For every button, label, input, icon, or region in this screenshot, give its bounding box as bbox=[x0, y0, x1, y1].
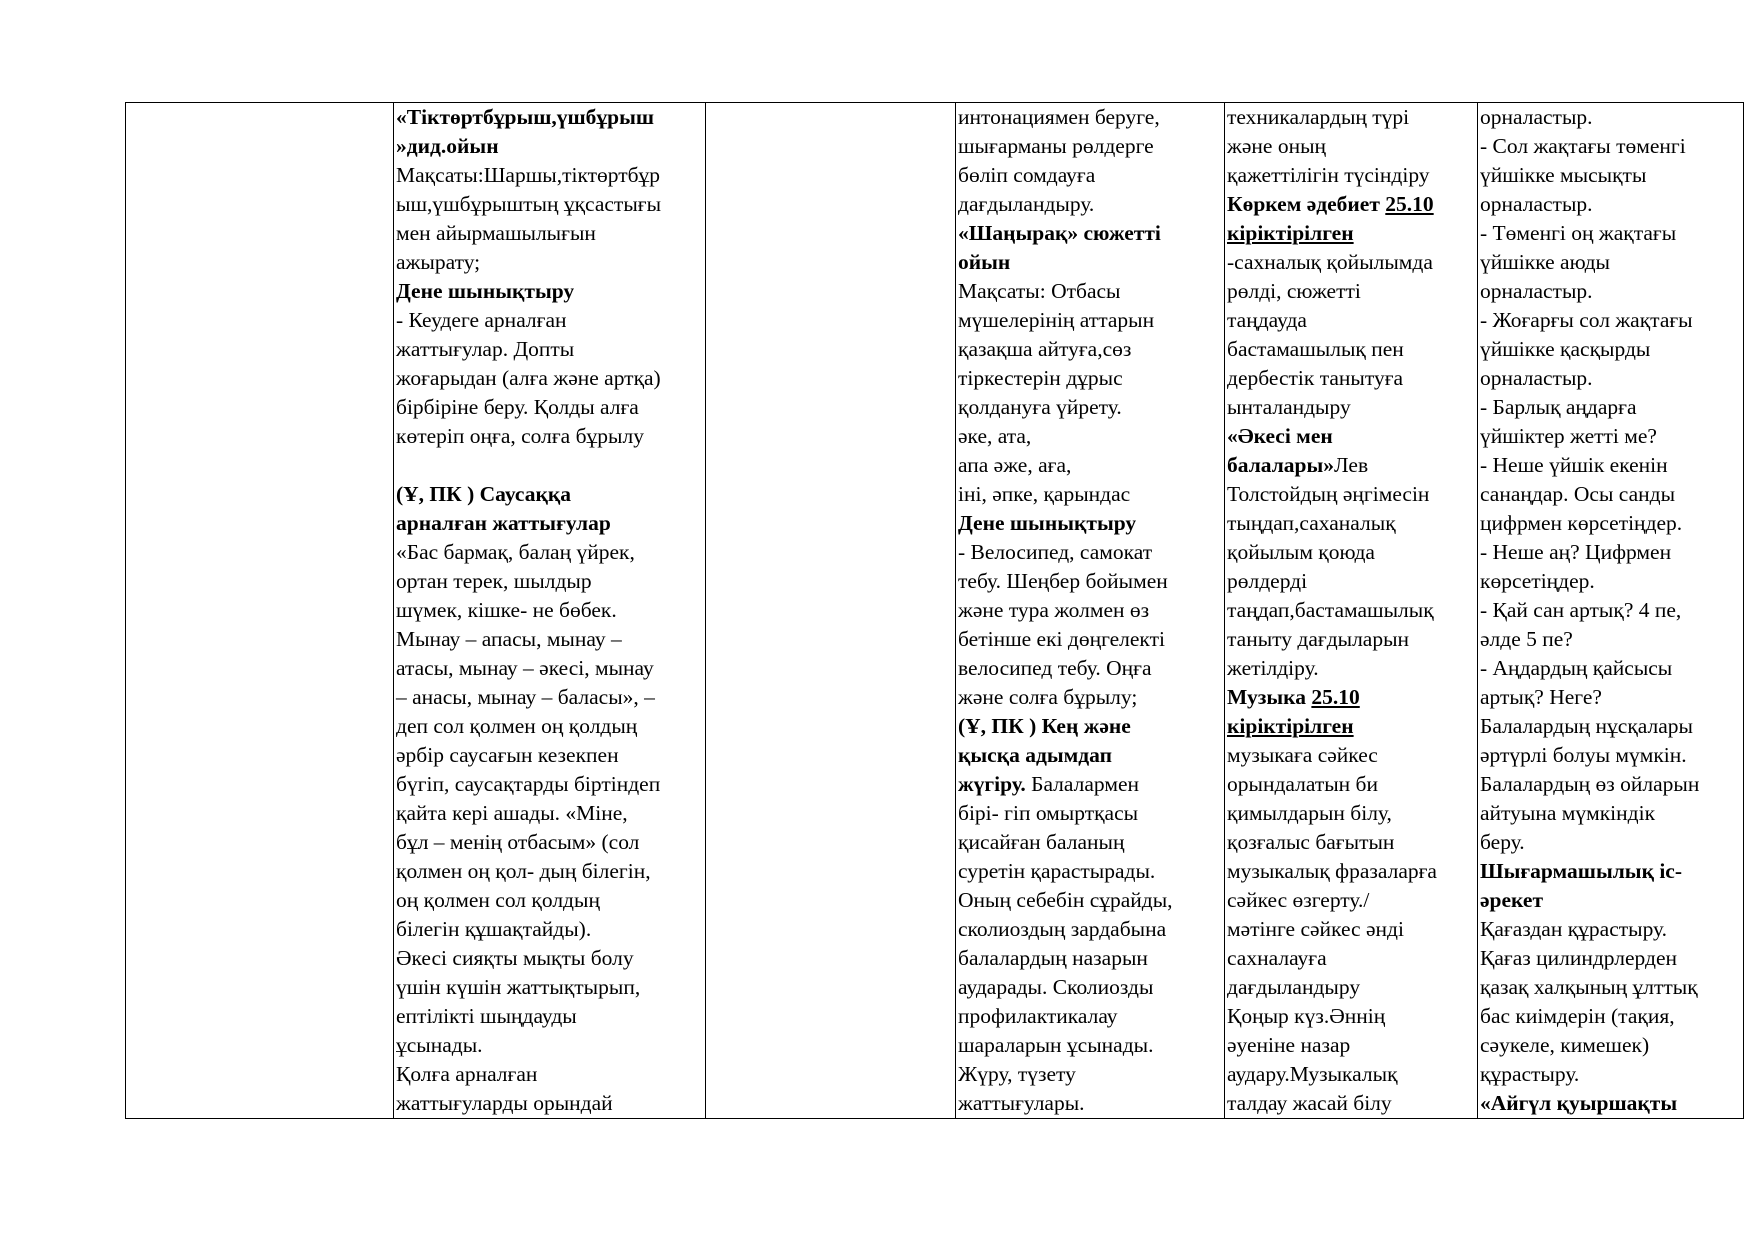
text-line bbox=[958, 596, 1223, 625]
text-line bbox=[1480, 480, 1742, 509]
text-run: ойын bbox=[958, 250, 1011, 274]
text-line bbox=[1227, 451, 1476, 480]
text-line bbox=[1480, 1060, 1742, 1089]
text-run: көрсетіңдер. bbox=[1480, 569, 1595, 593]
text-run: аударады. Сколиозды bbox=[958, 975, 1154, 999]
text-run: бетінше екі дөңгелекті bbox=[958, 627, 1165, 651]
text-line bbox=[1227, 161, 1476, 190]
text-run: ыш,үшбұрыштың ұқсастығы bbox=[396, 192, 662, 216]
text-line bbox=[1227, 422, 1476, 451]
text-run: - Барлық аңдарға bbox=[1480, 395, 1637, 419]
text-line bbox=[958, 828, 1223, 857]
text-run: орналастыр. bbox=[1480, 192, 1593, 216]
text-line bbox=[1480, 654, 1742, 683]
text-run: әке, ата, bbox=[958, 424, 1032, 448]
text-run: атасы, мынау – әкесі, мынау bbox=[396, 656, 654, 680]
text-line bbox=[396, 1089, 704, 1118]
text-run: әртүрлі болуы мүмкін. bbox=[1480, 743, 1687, 767]
text-line bbox=[1227, 1060, 1476, 1089]
text-line bbox=[396, 944, 704, 973]
text-run: суретін қарастырады. bbox=[958, 859, 1156, 883]
text-run: жаттығуларды орындай bbox=[396, 1091, 613, 1115]
text-run: таныту дағдыларын bbox=[1227, 627, 1410, 651]
text-run: - Неше аң? Цифрмен bbox=[1480, 540, 1672, 564]
text-run: Лев bbox=[1334, 453, 1369, 477]
text-run: қозғалыс бағытын bbox=[1227, 830, 1395, 854]
text-run: үшін күшін жаттықтырып, bbox=[396, 975, 641, 999]
text-line bbox=[1480, 944, 1742, 973]
text-line bbox=[1227, 712, 1476, 741]
text-run: қысқа адымдап bbox=[958, 743, 1113, 767]
text-run: интонациямен беруге, bbox=[958, 105, 1160, 129]
text-line bbox=[1480, 915, 1742, 944]
text-line bbox=[396, 973, 704, 1002]
text-line bbox=[1480, 335, 1742, 364]
text-line bbox=[1227, 393, 1476, 422]
table-row bbox=[126, 103, 1744, 1119]
text-run: үйшікке аюды bbox=[1480, 250, 1610, 274]
text-line bbox=[1480, 712, 1742, 741]
text-run: - Қай сан артық? 4 пе, bbox=[1480, 598, 1682, 622]
text-run: қисайған баланың bbox=[958, 830, 1125, 854]
text-line bbox=[396, 915, 704, 944]
text-run: сәйкес өзгерту./ bbox=[1227, 888, 1370, 912]
text-run: балалардың назарын bbox=[958, 946, 1148, 970]
text-run: музыкалық фразаларға bbox=[1227, 859, 1437, 883]
text-run: мәтінге сәйкес әнді bbox=[1227, 917, 1404, 941]
text-line bbox=[958, 1031, 1223, 1060]
text-line bbox=[1227, 857, 1476, 886]
text-run: орналастыр. bbox=[1480, 105, 1593, 129]
text-run: артық? Неге? bbox=[1480, 685, 1602, 709]
text-run: қолдануға үйрету. bbox=[958, 395, 1122, 419]
text-line bbox=[958, 973, 1223, 1002]
text-run: балалары» bbox=[1227, 453, 1334, 477]
text-run: техникалардың түрі bbox=[1227, 105, 1410, 129]
text-line bbox=[958, 277, 1223, 306]
text-line bbox=[1480, 219, 1742, 248]
text-line bbox=[958, 480, 1223, 509]
text-line bbox=[958, 335, 1223, 364]
text-line bbox=[396, 538, 704, 567]
text-run: рөлдерді bbox=[1227, 569, 1308, 593]
text-line bbox=[958, 538, 1223, 567]
text-line bbox=[396, 277, 704, 306]
text-line bbox=[958, 625, 1223, 654]
text-line bbox=[1480, 306, 1742, 335]
text-run: - Велосипед, самокат bbox=[958, 540, 1153, 564]
text-line bbox=[396, 1031, 704, 1060]
text-line bbox=[1227, 248, 1476, 277]
text-line bbox=[1480, 277, 1742, 306]
text-line bbox=[1227, 567, 1476, 596]
text-run: «Тіктөртбұрыш,үшбұрыш bbox=[396, 105, 655, 129]
text-line bbox=[396, 422, 704, 451]
text-run: шараларын ұсынады. bbox=[958, 1033, 1154, 1057]
text-run: таңдауда bbox=[1227, 308, 1307, 332]
text-line bbox=[1480, 103, 1742, 132]
text-line bbox=[396, 509, 704, 538]
text-line bbox=[958, 886, 1223, 915]
text-line bbox=[1227, 219, 1476, 248]
text-run: дербестік танытуға bbox=[1227, 366, 1404, 390]
text-run: апа әже, аға, bbox=[958, 453, 1072, 477]
text-line bbox=[396, 625, 704, 654]
text-run: Көркем әдебиет bbox=[1227, 192, 1386, 216]
text-run: ортан терек, шылдыр bbox=[396, 569, 592, 593]
text-run: әлде 5 пе? bbox=[1480, 627, 1573, 651]
text-line bbox=[396, 886, 704, 915]
text-line bbox=[958, 509, 1223, 538]
text-line bbox=[1480, 509, 1742, 538]
text-line bbox=[396, 712, 704, 741]
text-run: қолмен оң қол- дың білегін, bbox=[396, 859, 651, 883]
table-cell-5 bbox=[1225, 103, 1478, 1119]
text-run: «Бас бармақ, балаң үйрек, bbox=[396, 540, 635, 564]
text-line bbox=[958, 857, 1223, 886]
text-line bbox=[1480, 1002, 1742, 1031]
text-line bbox=[1480, 1089, 1742, 1118]
text-run: (Ұ, ПК ) Саусаққа bbox=[396, 482, 572, 506]
text-run: көтеріп оңға, солға бұрылу bbox=[396, 424, 644, 448]
text-run: Жүру, түзету bbox=[958, 1062, 1076, 1086]
text-run: әрбір саусағын кезекпен bbox=[396, 743, 619, 767]
text-line bbox=[1227, 335, 1476, 364]
text-line bbox=[1480, 770, 1742, 799]
text-line bbox=[1480, 132, 1742, 161]
text-line bbox=[958, 103, 1223, 132]
text-line bbox=[1227, 1031, 1476, 1060]
text-run: цифрмен көрсетіңдер. bbox=[1480, 511, 1683, 535]
text-line bbox=[1480, 973, 1742, 1002]
cell-text bbox=[958, 103, 1223, 1118]
text-line bbox=[1480, 886, 1742, 915]
text-run: жетілдіру. bbox=[1227, 656, 1319, 680]
text-line bbox=[1480, 393, 1742, 422]
text-run: Қоңыр күз.Әннің bbox=[1227, 1004, 1386, 1028]
text-line bbox=[1227, 277, 1476, 306]
text-line bbox=[396, 799, 704, 828]
text-line bbox=[396, 1002, 704, 1031]
text-line bbox=[958, 422, 1223, 451]
text-run: профилактикалау bbox=[958, 1004, 1118, 1028]
text-line bbox=[958, 567, 1223, 596]
text-line bbox=[1227, 364, 1476, 393]
text-line bbox=[958, 219, 1223, 248]
text-line bbox=[958, 393, 1223, 422]
text-run: және тура жолмен өз bbox=[958, 598, 1150, 622]
text-run: мен айырмашылығын bbox=[396, 221, 596, 245]
cell-text bbox=[396, 103, 704, 1118]
text-line bbox=[958, 741, 1223, 770]
text-run: беру. bbox=[1480, 830, 1525, 854]
text-run: Шығармашылық іс- bbox=[1480, 859, 1683, 883]
text-line bbox=[1480, 625, 1742, 654]
table-cell-2 bbox=[394, 103, 706, 1119]
text-run: жаттығулар. Допты bbox=[396, 337, 575, 361]
text-line bbox=[958, 248, 1223, 277]
text-run: рөлді, сюжетті bbox=[1227, 279, 1361, 303]
text-run: білегін құшақтайды). bbox=[396, 917, 592, 941]
text-line bbox=[396, 741, 704, 770]
text-run: тебу. Шеңбер бойымен bbox=[958, 569, 1168, 593]
text-run: 25.10 bbox=[1311, 685, 1360, 709]
text-line bbox=[1480, 857, 1742, 886]
text-run: тіркестерін дұрыс bbox=[958, 366, 1123, 390]
text-run: қазақ халқының ұлттық bbox=[1480, 975, 1698, 999]
text-line bbox=[1480, 596, 1742, 625]
text-run: деп сол қолмен оң қолдың bbox=[396, 714, 638, 738]
text-line bbox=[396, 364, 704, 393]
text-line bbox=[958, 944, 1223, 973]
text-line bbox=[396, 451, 704, 480]
text-run: қазақша айтуға,сөз bbox=[958, 337, 1132, 361]
text-run: бірбіріне беру. Қолды алға bbox=[396, 395, 639, 419]
cell-text bbox=[1480, 103, 1742, 1118]
text-run: бөліп сомдауға bbox=[958, 163, 1096, 187]
table-cell-1 bbox=[126, 103, 394, 1119]
text-run: Қолға арналған bbox=[396, 1062, 538, 1086]
text-run: - Жоғарғы сол жақтағы bbox=[1480, 308, 1693, 332]
text-run: сколиоздың зардабына bbox=[958, 917, 1167, 941]
text-line bbox=[958, 799, 1223, 828]
table-cell-3 bbox=[706, 103, 956, 1119]
text-line bbox=[1480, 567, 1742, 596]
text-run: »дид.ойын bbox=[396, 134, 499, 158]
text-line bbox=[1227, 103, 1476, 132]
text-line bbox=[1227, 654, 1476, 683]
text-line bbox=[396, 567, 704, 596]
text-run: Балалардың нұсқалары bbox=[1480, 714, 1693, 738]
text-run: әуеніне назар bbox=[1227, 1033, 1351, 1057]
text-run: Толстойдың әңгімесін bbox=[1227, 482, 1430, 506]
text-run: ынталандыру bbox=[1227, 395, 1351, 419]
text-line bbox=[1227, 625, 1476, 654]
text-run: ептілікті шыңдауды bbox=[396, 1004, 577, 1028]
text-line bbox=[958, 364, 1223, 393]
text-line bbox=[396, 1060, 704, 1089]
text-line bbox=[396, 161, 704, 190]
text-line bbox=[958, 132, 1223, 161]
text-line bbox=[1480, 190, 1742, 219]
text-run: бүгіп, саусақтарды біртіндеп bbox=[396, 772, 661, 796]
text-run: үйшіктер жетті ме? bbox=[1480, 424, 1657, 448]
text-run: қайта кері ашады. «Міне, bbox=[396, 801, 628, 825]
text-line bbox=[1227, 828, 1476, 857]
text-line bbox=[1480, 683, 1742, 712]
text-run: әрекет bbox=[1480, 888, 1543, 912]
text-run: кіріктірілген bbox=[1227, 221, 1354, 245]
text-line bbox=[1227, 683, 1476, 712]
text-run: үйшікке қасқырды bbox=[1480, 337, 1651, 361]
text-run: Балалардың өз ойларын bbox=[1480, 772, 1700, 796]
text-line bbox=[1227, 480, 1476, 509]
text-line bbox=[1480, 422, 1742, 451]
text-line bbox=[396, 335, 704, 364]
text-run: талдау жасай білу bbox=[1227, 1091, 1392, 1115]
text-line bbox=[396, 103, 704, 132]
text-run: Мынау – апасы, мынау – bbox=[396, 627, 622, 651]
text-run: дағдыландыру. bbox=[958, 192, 1095, 216]
text-run: Балалармен bbox=[1025, 772, 1139, 796]
text-run: жаттығулары. bbox=[958, 1091, 1085, 1115]
text-run: Мақсаты:Шаршы,тіктөртбұр bbox=[396, 163, 661, 187]
text-line bbox=[396, 770, 704, 799]
text-line bbox=[958, 915, 1223, 944]
text-run: бастамашылық пен bbox=[1227, 337, 1404, 361]
text-line bbox=[1480, 451, 1742, 480]
text-run: Оның себебін сұрайды, bbox=[958, 888, 1173, 912]
text-run: және солға бұрылу; bbox=[958, 685, 1138, 709]
text-line bbox=[1480, 248, 1742, 277]
text-run: Дене шынықтыру bbox=[396, 279, 575, 303]
text-run: қажеттілігін түсіндіру bbox=[1227, 163, 1430, 187]
text-run: ажырату; bbox=[396, 250, 481, 274]
text-run: ұсынады. bbox=[396, 1033, 483, 1057]
text-line bbox=[1227, 944, 1476, 973]
text-line bbox=[1227, 509, 1476, 538]
text-run: жоғарыдан (алға және артқа) bbox=[396, 366, 661, 390]
text-line bbox=[396, 857, 704, 886]
text-line bbox=[958, 683, 1223, 712]
text-run: бас киімдерін (тақия, bbox=[1480, 1004, 1675, 1028]
text-run: сәукеле, кимешек) bbox=[1480, 1033, 1650, 1057]
text-run: айтуына мүмкіндік bbox=[1480, 801, 1656, 825]
text-line bbox=[1480, 364, 1742, 393]
text-line bbox=[958, 770, 1223, 799]
text-line bbox=[958, 1089, 1223, 1118]
text-line bbox=[958, 451, 1223, 480]
text-line bbox=[958, 654, 1223, 683]
text-run: -сахналық қойылымда bbox=[1227, 250, 1433, 274]
text-line bbox=[396, 190, 704, 219]
text-run: шүмек, кішке- не бөбек. bbox=[396, 598, 617, 622]
text-run: орналастыр. bbox=[1480, 279, 1593, 303]
text-line bbox=[396, 683, 704, 712]
text-run: Дене шынықтыру bbox=[958, 511, 1137, 535]
text-line bbox=[958, 1060, 1223, 1089]
text-line bbox=[1227, 770, 1476, 799]
text-line bbox=[1480, 161, 1742, 190]
text-line bbox=[1227, 1089, 1476, 1118]
text-line bbox=[396, 248, 704, 277]
text-run: музыкаға сәйкес bbox=[1227, 743, 1378, 767]
text-run: - Аңдардың қайсысы bbox=[1480, 656, 1673, 680]
text-run: - Неше үйшік екенін bbox=[1480, 453, 1668, 477]
text-run: шығарманы рөлдерге bbox=[958, 134, 1154, 158]
text-run: «Әкесі мен bbox=[1227, 424, 1333, 448]
text-run: дағдыландыру bbox=[1227, 975, 1361, 999]
text-line bbox=[1227, 915, 1476, 944]
text-run: және оның bbox=[1227, 134, 1327, 158]
text-run: - Кеудеге арналған bbox=[396, 308, 567, 332]
text-line bbox=[1227, 306, 1476, 335]
text-line bbox=[958, 1002, 1223, 1031]
text-line bbox=[396, 393, 704, 422]
text-run: орналастыр. bbox=[1480, 366, 1593, 390]
text-line bbox=[1227, 132, 1476, 161]
text-run: оң қолмен сол қолдың bbox=[396, 888, 600, 912]
text-run: қимылдарын білу, bbox=[1227, 801, 1392, 825]
text-line bbox=[1480, 828, 1742, 857]
text-line bbox=[958, 161, 1223, 190]
text-run: іні, әпке, қарындас bbox=[958, 482, 1131, 506]
text-run: тыңдап,саханалық bbox=[1227, 511, 1396, 535]
text-line bbox=[396, 306, 704, 335]
text-run: бірі- гіп омыртқасы bbox=[958, 801, 1139, 825]
text-line bbox=[1227, 538, 1476, 567]
text-run: «Айгүл қуыршақты bbox=[1480, 1091, 1678, 1115]
text-run: арналған жаттығулар bbox=[396, 511, 611, 535]
text-run: қойылым қоюда bbox=[1227, 540, 1375, 564]
text-run: - Сол жақтағы төменгі bbox=[1480, 134, 1686, 158]
text-line bbox=[396, 219, 704, 248]
text-run: сахналауға bbox=[1227, 946, 1327, 970]
text-line bbox=[396, 828, 704, 857]
text-run: бұл – менің отбасым» (сол bbox=[396, 830, 640, 854]
table-cell-6 bbox=[1478, 103, 1744, 1119]
text-run: Музыка bbox=[1227, 685, 1312, 709]
text-line bbox=[1227, 886, 1476, 915]
text-run: (Ұ, ПК ) Кең және bbox=[958, 714, 1131, 738]
text-run: – анасы, мынау – баласы», – bbox=[396, 685, 655, 709]
table-cell-4 bbox=[956, 103, 1225, 1119]
text-run: 25.10 bbox=[1385, 192, 1434, 216]
text-line bbox=[958, 306, 1223, 335]
text-line bbox=[1227, 741, 1476, 770]
text-run: кіріктірілген bbox=[1227, 714, 1354, 738]
text-run: аудару.Музыкалық bbox=[1227, 1062, 1398, 1086]
text-line bbox=[396, 480, 704, 509]
text-run: таңдап,бастамашылық bbox=[1227, 598, 1434, 622]
text-line bbox=[396, 132, 704, 161]
text-line bbox=[1227, 190, 1476, 219]
text-run: велосипед тебу. Оңға bbox=[958, 656, 1152, 680]
text-run: - Төменгі оң жақтағы bbox=[1480, 221, 1677, 245]
text-run: Әкесі сияқты мықты болу bbox=[396, 946, 634, 970]
schedule-table bbox=[125, 102, 1744, 1119]
text-run: құрастыру. bbox=[1480, 1062, 1580, 1086]
text-run: санаңдар. Осы санды bbox=[1480, 482, 1676, 506]
text-line bbox=[1227, 973, 1476, 1002]
text-line bbox=[1227, 1002, 1476, 1031]
text-line bbox=[958, 712, 1223, 741]
text-line bbox=[396, 654, 704, 683]
text-run: Мақсаты: Отбасы bbox=[958, 279, 1121, 303]
text-line bbox=[1227, 799, 1476, 828]
text-line bbox=[1480, 741, 1742, 770]
text-run: «Шаңырақ» сюжетті bbox=[958, 221, 1161, 245]
text-run: жүгіру. bbox=[958, 772, 1026, 796]
text-run: Қағаздан құрастыру. bbox=[1480, 917, 1668, 941]
text-line bbox=[396, 596, 704, 625]
text-line bbox=[1227, 596, 1476, 625]
cell-text bbox=[1227, 103, 1476, 1118]
text-run: Қағаз цилиндрлерден bbox=[1480, 946, 1677, 970]
text-line bbox=[1480, 538, 1742, 567]
text-run: үйшікке мысықты bbox=[1480, 163, 1647, 187]
text-run: мүшелерінің аттарын bbox=[958, 308, 1155, 332]
text-line bbox=[1480, 1031, 1742, 1060]
text-line bbox=[1480, 799, 1742, 828]
text-run: орындалатын би bbox=[1227, 772, 1379, 796]
text-line bbox=[958, 190, 1223, 219]
